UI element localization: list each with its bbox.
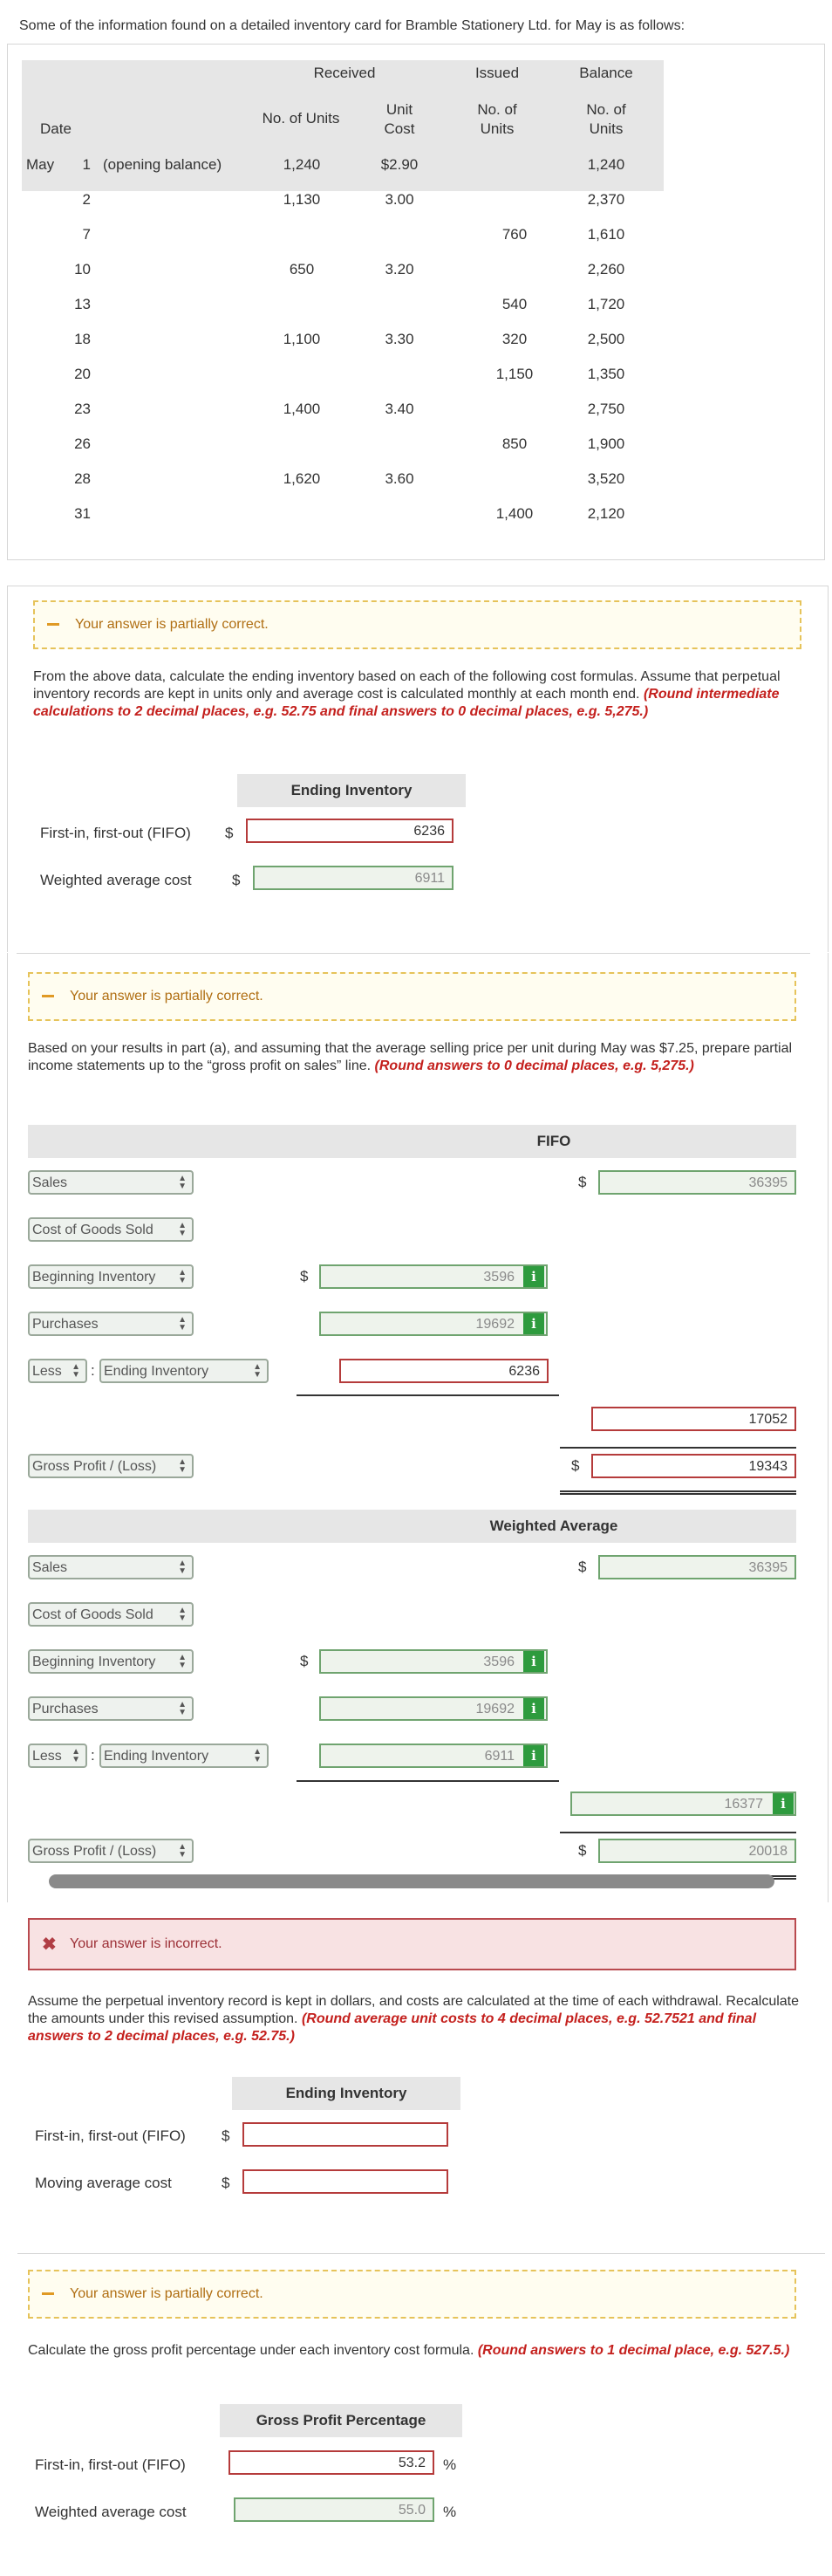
wavg-end-inv-input[interactable]: 6911 — [319, 1744, 548, 1768]
header-bal-units-1: No. of — [586, 101, 626, 118]
part-d-header: Gross Profit Percentage — [256, 2412, 426, 2429]
wavg-cogs-select[interactable] — [28, 1602, 194, 1627]
row-day: 1 — [82, 156, 91, 173]
row-iss: 540 — [501, 296, 528, 312]
fifo-purchases-select[interactable] — [28, 1312, 194, 1336]
chevron-updown-icon: ▲ ▼ — [178, 1842, 187, 1860]
fifo-gross-profit-select[interactable] — [28, 1454, 194, 1478]
inventory-card-table — [0, 0, 832, 567]
fifo-gross-profit-label: Gross Profit / (Loss) — [32, 1459, 157, 1474]
fifo-cogs-label: Cost of Goods Sold — [32, 1223, 153, 1237]
row-bal: 1,610 — [587, 226, 625, 243]
row-rec: 1,130 — [283, 191, 321, 208]
row-bal: 2,500 — [587, 331, 625, 347]
chevron-updown-icon: ▲ ▼ — [178, 1174, 187, 1191]
fifo-gp-rule-double — [560, 1490, 796, 1495]
row-cost: 3.40 — [385, 401, 414, 417]
row-day: 20 — [74, 366, 91, 382]
part-c-fifo-currency: $ — [222, 2127, 230, 2144]
row-cost: 3.00 — [385, 191, 414, 208]
chevron-updown-icon: ▲ ▼ — [178, 1315, 187, 1333]
row-bal: 2,120 — [587, 505, 625, 522]
wavg-less-colon: : — [91, 1747, 95, 1764]
header-received: Received — [313, 65, 376, 81]
chevron-updown-icon: ▲ ▼ — [72, 1747, 80, 1764]
fifo-beg-inv-select[interactable] — [28, 1264, 194, 1289]
wavg-purchases-select[interactable] — [28, 1696, 194, 1721]
fifo-gp-currency: $ — [571, 1457, 580, 1474]
part-b-status: Your answer is partially correct. — [70, 989, 263, 1004]
part-d-status: Your answer is partially correct. — [70, 2286, 263, 2301]
wavg-gp-currency: $ — [578, 1842, 587, 1859]
part-d-fifo-input[interactable]: 53.2 — [228, 2450, 434, 2475]
wavg-sales-select[interactable] — [28, 1555, 194, 1579]
row-day: 26 — [74, 435, 91, 452]
header-bal-units-2: Units — [589, 120, 624, 137]
row-iss: 850 — [501, 435, 528, 452]
partial-icon — [42, 995, 54, 997]
chevron-updown-icon: ▲ ▼ — [178, 1700, 187, 1717]
part-d-status-notice — [28, 2270, 796, 2319]
fifo-header: FIFO — [536, 1133, 571, 1149]
intro-text: Some of the information found on a detailed inventory card for Bramble Stationery Ltd. for May is as follows: — [19, 18, 685, 33]
info-icon[interactable]: i — [523, 1266, 544, 1287]
row-day: 2 — [82, 191, 91, 208]
part-d-wavg-label: Weighted average cost — [35, 2504, 187, 2520]
part-c-status: Your answer is incorrect. — [70, 1936, 222, 1951]
wavg-sales-input[interactable]: 36395 — [598, 1555, 796, 1579]
wavg-beg-inv-input[interactable]: 3596 — [319, 1649, 548, 1674]
header-unit-cost-2: Cost — [384, 120, 415, 137]
part-d-wavg-unit: % — [443, 2504, 457, 2520]
part-c-fifo-input[interactable] — [242, 2122, 448, 2147]
wavg-gp-rule-top — [560, 1832, 796, 1833]
wavg-purchases-label: Purchases — [32, 1702, 99, 1716]
horizontal-scrollbar[interactable] — [49, 1874, 774, 1888]
info-icon[interactable]: i — [523, 1313, 544, 1334]
part-a-fifo-input[interactable]: 6236 — [246, 819, 454, 843]
close-icon: ✖ — [42, 1935, 57, 1955]
row-bal: 2,370 — [587, 191, 625, 208]
wavg-sales-currency: $ — [578, 1559, 587, 1575]
header-issued: Issued — [474, 65, 520, 81]
row-bal: 2,750 — [587, 401, 625, 417]
wavg-beg-inv-label: Beginning Inventory — [32, 1655, 156, 1669]
row-cost: 3.30 — [385, 331, 414, 347]
part-a-fifo-label: First-in, first-out (FIFO) — [40, 825, 191, 841]
row-iss: 320 — [501, 331, 528, 347]
row-rec: 1,620 — [283, 470, 321, 487]
part-a-instructions — [33, 668, 801, 721]
chevron-updown-icon: ▲ ▼ — [72, 1362, 80, 1380]
part-b-status-notice — [28, 972, 796, 1021]
fifo-beg-currency: $ — [300, 1268, 309, 1285]
part-a-fifo-currency: $ — [225, 825, 234, 841]
partial-icon — [42, 2292, 54, 2295]
fifo-purchases-label: Purchases — [32, 1317, 99, 1332]
wavg-end-inv-select[interactable] — [99, 1744, 269, 1768]
row-rec: 1,400 — [283, 401, 321, 417]
part-a-header: Ending Inventory — [290, 782, 413, 798]
part-b-divider — [17, 953, 810, 954]
row-day: 31 — [74, 505, 91, 522]
wavg-cogs-label: Cost of Goods Sold — [32, 1607, 153, 1622]
wavg-gross-profit-input[interactable]: 20018 — [598, 1839, 796, 1863]
fifo-cogs-select[interactable] — [28, 1217, 194, 1242]
part-d-divider — [17, 2253, 825, 2254]
fifo-beg-inv-label: Beginning Inventory — [32, 1270, 156, 1285]
info-icon[interactable]: i — [523, 1745, 544, 1766]
wavg-cogs-input[interactable]: 16377 — [570, 1792, 796, 1816]
part-c-moving-avg-label: Moving average cost — [35, 2175, 172, 2191]
info-icon[interactable]: i — [773, 1793, 794, 1814]
row-day: 28 — [74, 470, 91, 487]
row-bal: 3,520 — [587, 470, 625, 487]
row-iss: 1,400 — [495, 505, 534, 522]
row-day: 10 — [74, 261, 91, 277]
row-day: 18 — [74, 331, 91, 347]
row-rec: 650 — [289, 261, 315, 277]
fifo-gp-rule-top — [560, 1447, 796, 1449]
chevron-updown-icon: ▲ ▼ — [253, 1362, 262, 1380]
wavg-end-inv-label: Ending Inventory — [104, 1749, 209, 1764]
wavg-subtotal-rule — [297, 1780, 559, 1782]
part-a-instruction-text: From the above data, calculate the ending inventory based on each of the following cost formulas. Assume that perpetual inventory records are kept in units only and average cost is calculated monthly at each month end. — [33, 669, 781, 702]
chevron-updown-icon: ▲ ▼ — [178, 1606, 187, 1623]
row-iss: 760 — [501, 226, 528, 243]
header-rec-units: No. of Units — [262, 110, 340, 127]
fifo-less-select[interactable] — [28, 1359, 87, 1383]
info-icon[interactable]: i — [523, 1651, 544, 1672]
part-a-wavg-currency: $ — [232, 872, 241, 888]
part-a-status: Your answer is partially correct. — [75, 617, 269, 632]
part-d-instructions — [28, 2342, 799, 2360]
wavg-header: Weighted Average — [489, 1518, 618, 1534]
wavg-beg-currency: $ — [300, 1653, 309, 1669]
part-a-status-notice — [33, 600, 801, 649]
row-day: 7 — [82, 226, 91, 243]
part-d-fifo-label: First-in, first-out (FIFO) — [35, 2456, 186, 2473]
part-c-header: Ending Inventory — [285, 2085, 407, 2101]
row-bal: 2,260 — [587, 261, 625, 277]
part-a-rounding: (Round intermediate calculations to 2 decimal places, e.g. 52.75 and final answers to 0 decimal places, e.g. 5,275.) — [33, 687, 780, 719]
fifo-purchases-input[interactable]: 19692 — [319, 1312, 548, 1336]
wavg-less-label: Less — [32, 1749, 62, 1764]
part-a-wavg-label: Weighted average cost — [40, 872, 192, 888]
info-icon[interactable]: i — [523, 1698, 544, 1719]
part-c-status-notice — [28, 1918, 796, 1970]
row-bal: 1,240 — [587, 156, 625, 173]
row-cost: 3.20 — [385, 261, 414, 277]
wavg-gross-profit-label: Gross Profit / (Loss) — [32, 1844, 157, 1859]
part-d-rounding: (Round answers to 1 decimal place, e.g. 527.5.) — [477, 2343, 790, 2358]
fifo-end-inv-label: Ending Inventory — [104, 1364, 209, 1379]
header-iss-units-2: Units — [480, 120, 515, 137]
part-d-wavg-input[interactable]: 55.0 — [234, 2497, 434, 2522]
part-b-instructions — [28, 1040, 795, 1075]
part-a-wavg-input[interactable]: 6911 — [253, 866, 454, 890]
wavg-purchases-input[interactable]: 19692 — [319, 1696, 548, 1721]
fifo-sales-select[interactable] — [28, 1170, 194, 1195]
fifo-less-label: Less — [32, 1364, 62, 1379]
header-date: Date — [40, 120, 72, 137]
row-note: (opening balance) — [103, 156, 222, 173]
fifo-subtotal-rule — [297, 1394, 559, 1396]
row-rec: 1,240 — [283, 156, 321, 173]
fifo-sales-currency: $ — [578, 1174, 587, 1190]
part-c-instruction-text: Assume the perpetual inventory record is kept in dollars, and costs are calculated at the time of each withdrawal. Recalculate the amounts under this revised assumption. — [28, 1994, 800, 2026]
part-d-instruction-text: Calculate the gross profit percentage under each inventory cost formula. — [28, 2343, 474, 2358]
part-d-fifo-unit: % — [443, 2456, 457, 2473]
fifo-gross-profit-input[interactable]: 19343 — [591, 1454, 796, 1478]
wavg-beg-inv-select[interactable] — [28, 1649, 194, 1674]
chevron-updown-icon: ▲ ▼ — [253, 1747, 262, 1764]
header-unit-cost-1: Unit — [385, 101, 413, 118]
chevron-updown-icon: ▲ ▼ — [178, 1559, 187, 1576]
row-cost: 3.60 — [385, 470, 414, 487]
row-bal: 1,900 — [587, 435, 625, 452]
row-bal: 1,350 — [587, 366, 625, 382]
header-balance: Balance — [579, 65, 633, 81]
chevron-updown-icon: ▲ ▼ — [178, 1653, 187, 1670]
header-iss-units-1: No. of — [477, 101, 517, 118]
part-c-instructions — [28, 1993, 799, 2045]
chevron-updown-icon: ▲ ▼ — [178, 1268, 187, 1285]
fifo-end-inv-select[interactable] — [99, 1359, 269, 1383]
row-rec: 1,100 — [283, 331, 321, 347]
fifo-beg-inv-input[interactable]: 3596 — [319, 1264, 548, 1289]
fifo-end-inv-input[interactable]: 6236 — [339, 1359, 549, 1383]
part-b-instruction-text: Based on your results in part (a), and assuming that the average selling price per unit during May was $7.25, prepare partial income statements up to the “gross profit on sales” line. — [28, 1041, 793, 1073]
fifo-sales-input[interactable]: 36395 — [598, 1170, 796, 1195]
part-c-moving-avg-input[interactable] — [242, 2169, 448, 2194]
month-label: May — [26, 156, 55, 173]
part-c-moving-avg-currency: $ — [222, 2175, 230, 2191]
fifo-less-colon: : — [91, 1362, 95, 1379]
part-c-rounding: (Round average unit costs to 4 decimal places, e.g. 52.7521 and final answers to 2 decimal places, e.g. 52.75.) — [28, 2011, 757, 2044]
row-day: 23 — [74, 401, 91, 417]
part-b-rounding: (Round answers to 0 decimal places, e.g. 5,275.) — [374, 1058, 694, 1073]
wavg-gross-profit-select[interactable] — [28, 1839, 194, 1863]
row-bal: 1,720 — [587, 296, 625, 312]
row-day: 13 — [74, 296, 91, 312]
row-cost: $2.90 — [380, 156, 419, 173]
row-iss: 1,150 — [495, 366, 534, 382]
fifo-cogs-input[interactable]: 17052 — [591, 1407, 796, 1431]
wavg-less-select[interactable] — [28, 1744, 87, 1768]
part-c-fifo-label: First-in, first-out (FIFO) — [35, 2127, 186, 2144]
chevron-updown-icon: ▲ ▼ — [178, 1221, 187, 1238]
wavg-sales-label: Sales — [32, 1560, 68, 1575]
wavg-header-band — [28, 1510, 796, 1543]
chevron-updown-icon: ▲ ▼ — [178, 1457, 187, 1475]
fifo-header-band — [28, 1125, 796, 1158]
fifo-sales-label: Sales — [32, 1175, 68, 1190]
partial-icon — [47, 623, 59, 626]
